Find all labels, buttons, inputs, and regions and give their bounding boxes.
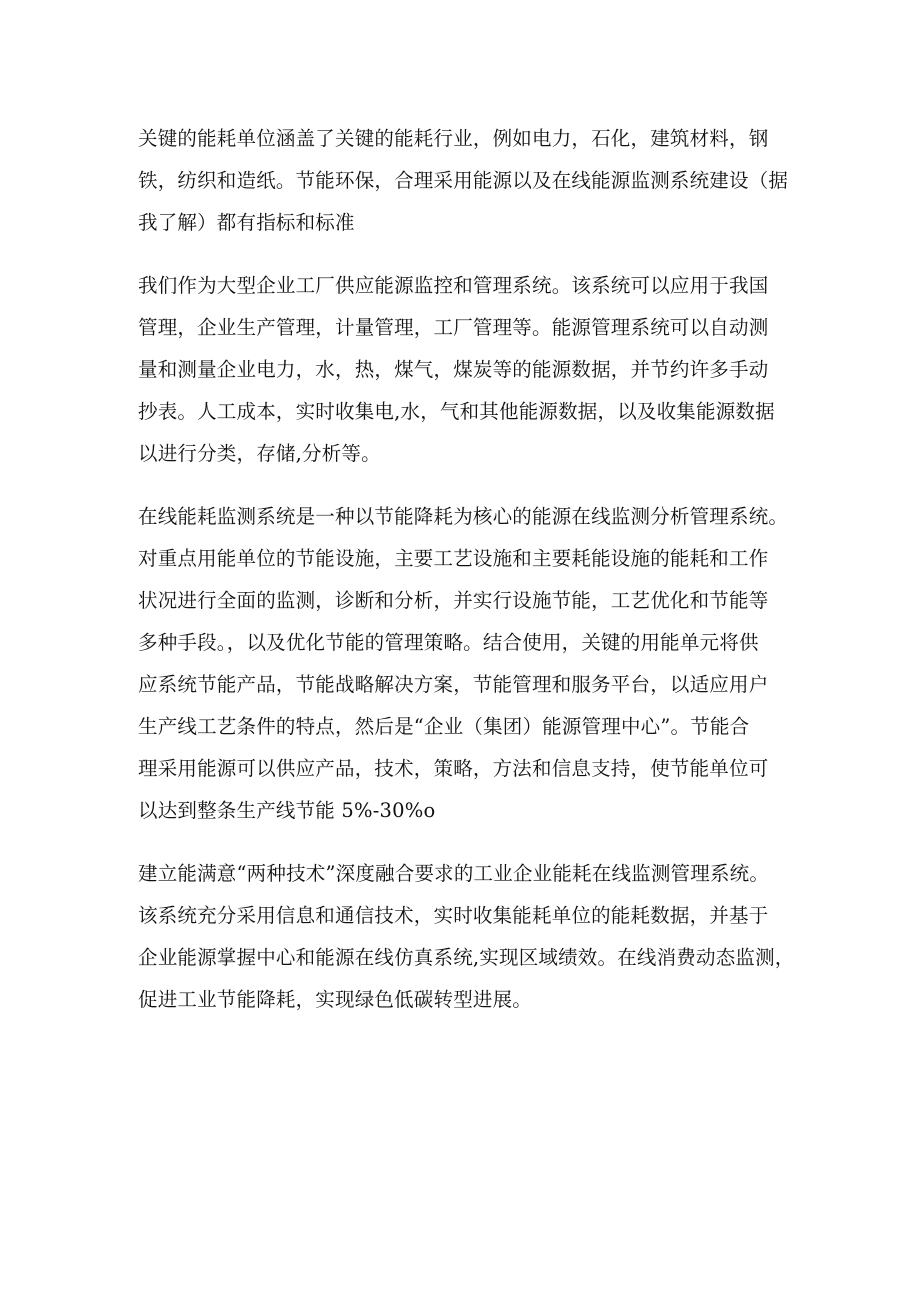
text-line: 管理，企业生产管理，计量管理，工厂管理等。能源管理系统可以自动测 bbox=[138, 316, 769, 339]
text-line: 对重点用能单位的节能设施，主要工艺设施和主要耗能设施的能耗和工作 bbox=[138, 547, 769, 570]
text-line: 关键的能耗单位涵盖了关键的能耗行业，例如电力，石化，建筑材料，钢 bbox=[138, 127, 769, 150]
text-line: 理采用能源可以供应产品，技术，策略，方法和信息支持，使节能单位可 bbox=[138, 757, 769, 780]
document-body bbox=[138, 118, 802, 1021]
text-line: 以达到整条生产线节能 5%-30%o bbox=[138, 799, 436, 822]
text-line: 抄表。人工成本，实时收集电,水，气和其他能源数据，以及收集能源数据 bbox=[138, 400, 775, 423]
paragraph-4 bbox=[138, 853, 802, 1021]
paragraph-2 bbox=[138, 265, 802, 475]
paragraph-1 bbox=[138, 118, 802, 244]
text-line: 促进工业节能降耗，实现绿色低碳转型进展。 bbox=[138, 988, 533, 1011]
text-line: 多种手段。，以及优化节能的管理策略。结合使用，关键的用能单元将供 bbox=[138, 631, 759, 654]
text-line: 该系统充分采用信息和通信技术，实时收集能耗单位的能耗数据，并基于 bbox=[138, 904, 769, 927]
text-line: 建立能满意“两种技术”深度融合要求的工业企业能耗在线监测管理系统。 bbox=[138, 862, 770, 885]
text-line: 铁，纺织和造纸。节能环保，合理采用能源以及在线能源监测系统建设（据 bbox=[138, 169, 789, 192]
text-line: 在线能耗监测系统是一种以节能降耗为核心的能源在线监测分析管理系统。 bbox=[138, 505, 789, 528]
text-line: 生产线工艺条件的特点，然后是“企业（集团）能源管理中心”。节能合 bbox=[138, 715, 750, 738]
text-line: 量和测量企业电力，水，热，煤气，煤炭等的能源数据，并节约许多手动 bbox=[138, 358, 769, 381]
text-line: 状况进行全面的监测，诊断和分析，并实行设施节能，工艺优化和节能等 bbox=[138, 589, 769, 612]
paragraph-3 bbox=[138, 496, 802, 832]
text-line: 我们作为大型企业工厂供应能源监控和管理系统。该系统可以应用于我国 bbox=[138, 274, 769, 297]
text-line: 企业能源掌握中心和能源在线仿真系统,实现区域绩效。在线消费动态监测， bbox=[138, 946, 795, 969]
text-line: 以进行分类，存储,分析等。 bbox=[138, 442, 381, 465]
text-line: 应系统节能产品，节能战略解决方案，节能管理和服务平台，以适应用户 bbox=[138, 673, 769, 696]
text-line: 我了解）都有指标和标准 bbox=[138, 211, 355, 234]
